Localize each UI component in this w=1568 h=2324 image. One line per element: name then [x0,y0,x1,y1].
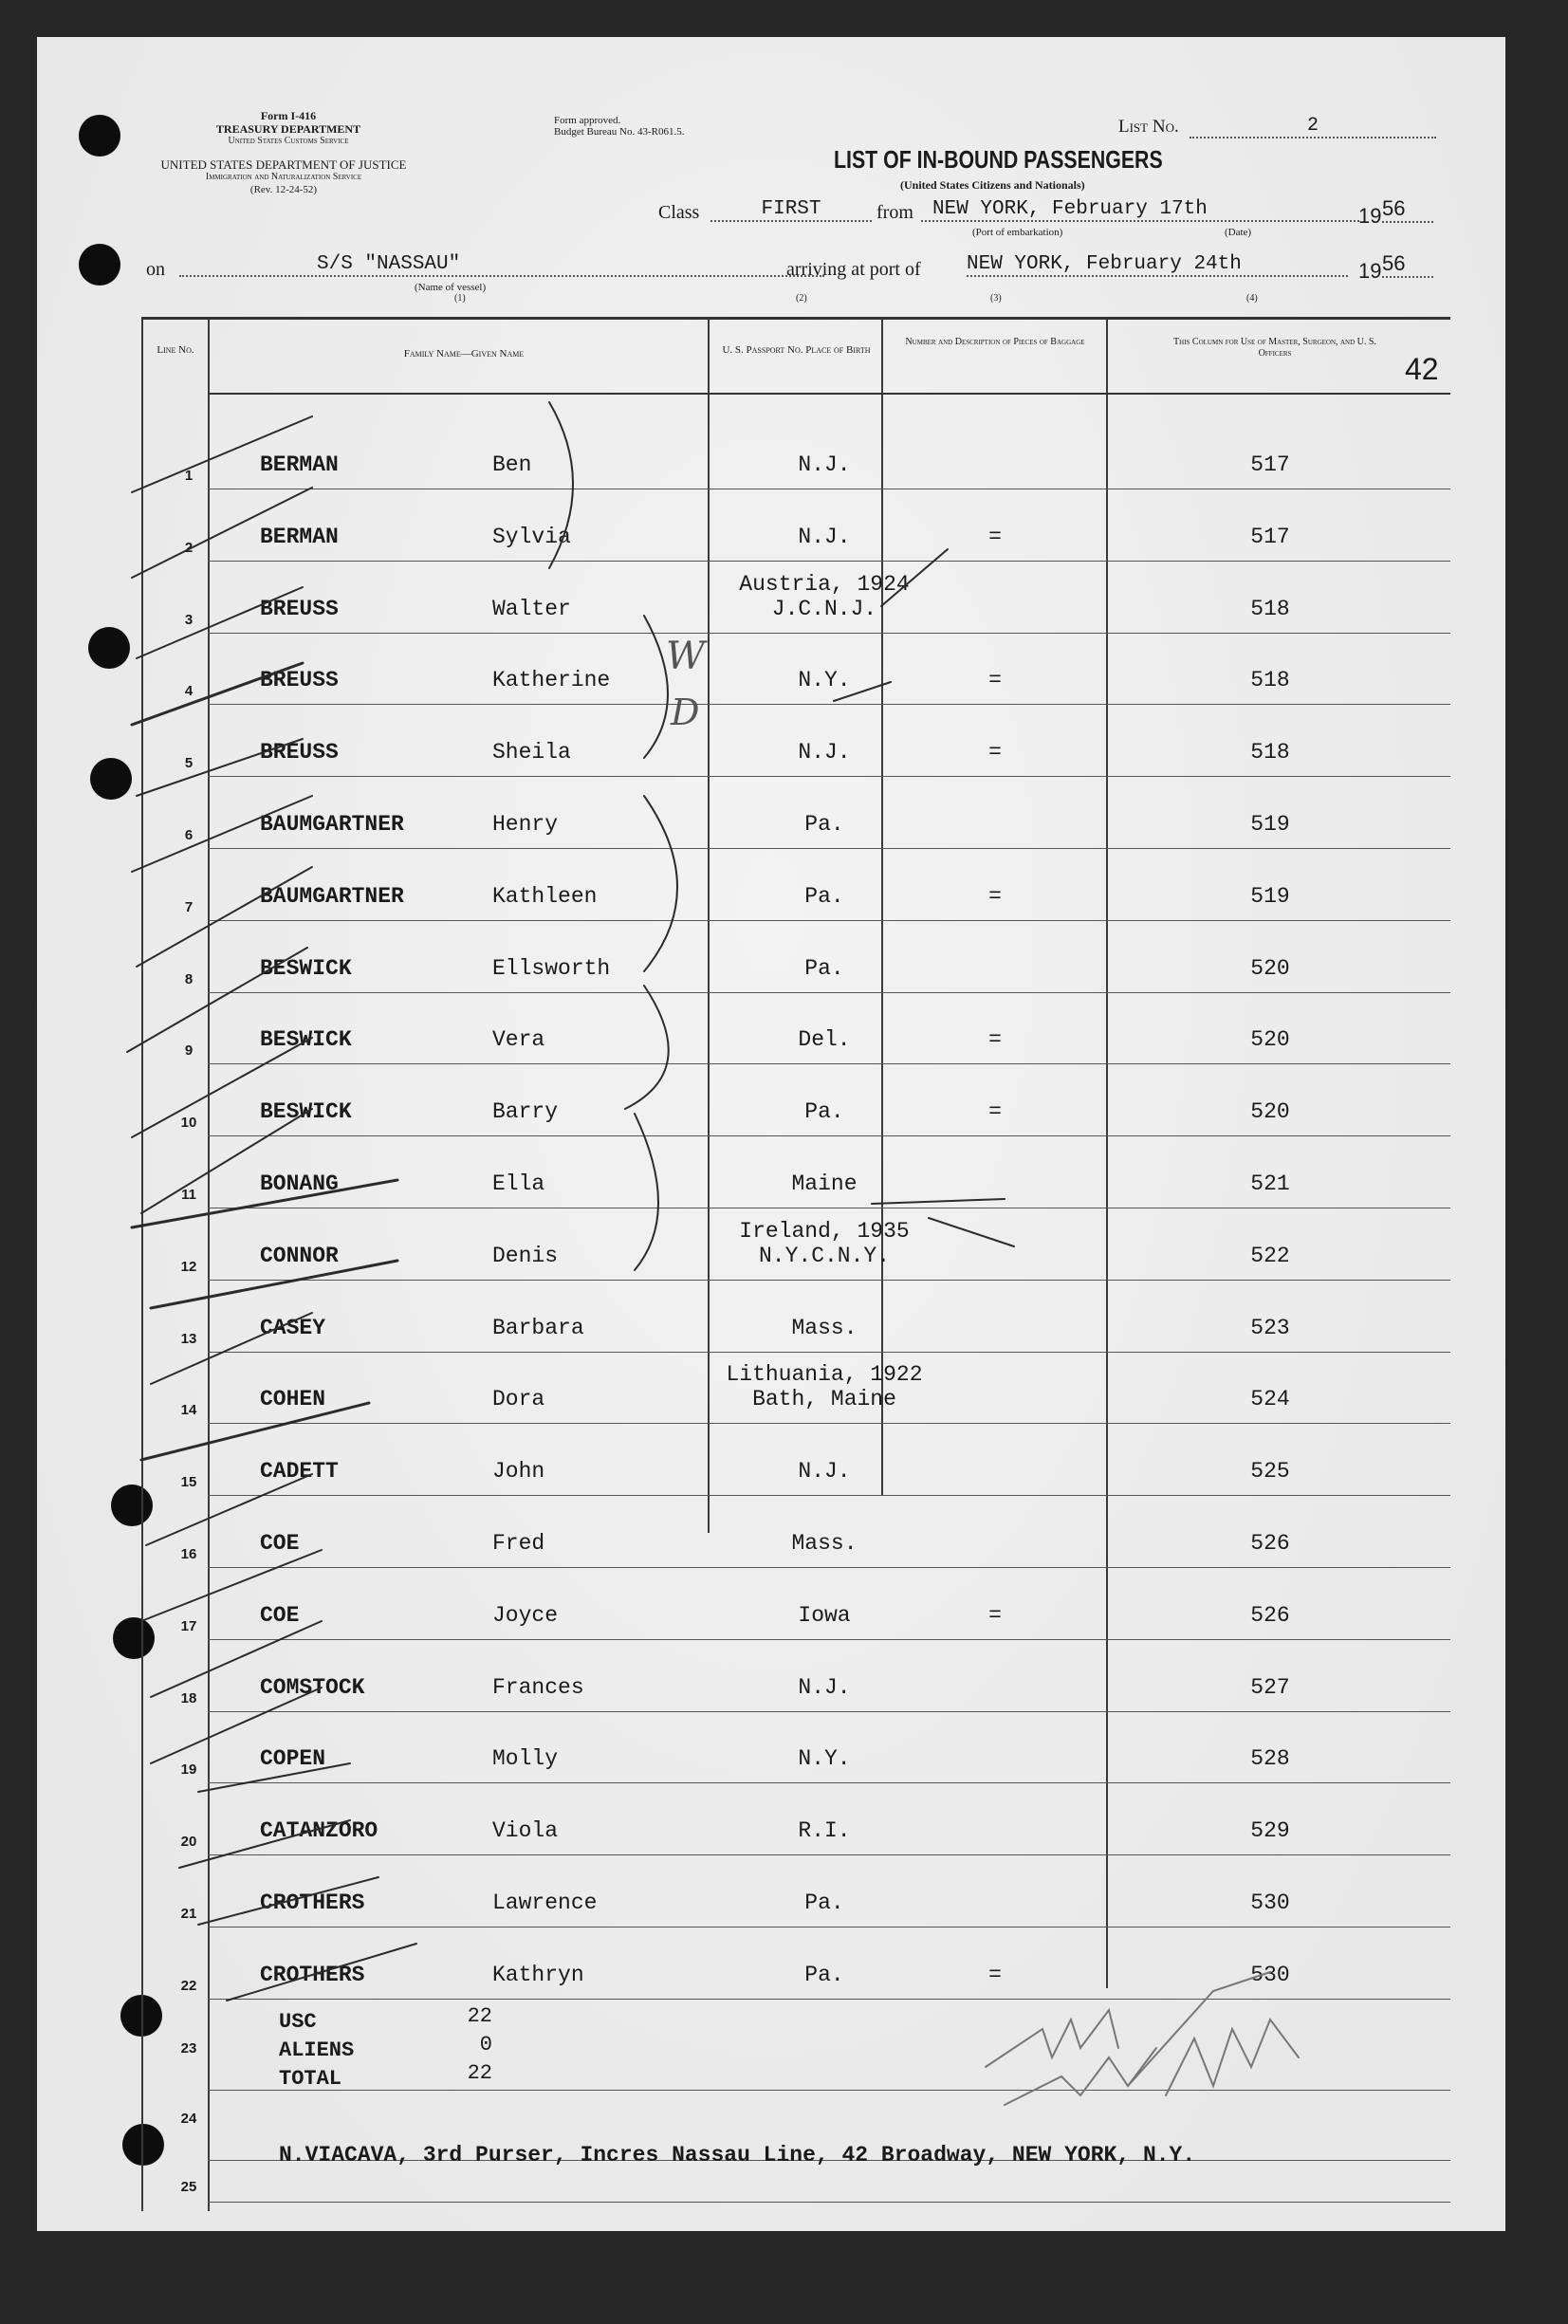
place-of-birth: N.J. [798,452,851,477]
from-year-prefix: 19 [1358,204,1382,228]
vessel-name: S/S "NASSAU" [179,253,824,277]
bracket-stroke [872,1199,1005,1204]
line-number: 3 [184,611,194,628]
handwritten-d: D [671,692,700,733]
total-label: TOTAL [279,2067,342,2091]
officer-number: 519 [1250,812,1290,837]
given-name: Vera [492,1027,545,1053]
place-of-birth: Mass. [791,1531,858,1556]
birth-place: Bath, Maine [752,1387,896,1412]
officer-number: 526 [1250,1602,1290,1628]
check-mark [146,1474,312,1545]
officer-number: 524 [1250,1387,1290,1412]
family-name: CROTHERS [260,1891,365,1915]
check-mark [151,1258,397,1308]
check-mark [132,1038,312,1137]
budget-bureau: Budget Bureau No. 43-R061.5. [554,126,685,138]
family-name: COE [260,1531,300,1556]
baggage-ditto: = [988,740,1002,765]
document-page [37,37,1505,2231]
check-mark [151,1313,312,1384]
aliens-label: ALIENS [279,2038,355,2062]
vessel-col-num: (1) [454,293,466,304]
line-number: 15 [180,1474,197,1491]
bracket-stroke [881,549,948,606]
officer-number: 522 [1250,1243,1290,1268]
family-name: COHEN [260,1387,326,1412]
place-of-birth: Pa. [804,1099,844,1125]
line-number: 11 [181,1187,196,1203]
check-mark [198,1763,350,1792]
given-name: Ben [492,452,532,477]
given-name: Kathleen [492,883,598,909]
given-name: Barry [492,1099,559,1125]
form-approved: Form approved. [554,115,621,126]
line-number-24: 24 [180,2111,197,2127]
baggage-ditto: = [988,1027,1002,1053]
given-name: Ella [492,1171,545,1196]
place-of-birth: N.J. [798,1674,851,1700]
family-name: BERMAN [260,524,339,549]
birth-place: N.Y.C.N.Y. [758,1243,891,1268]
page-subtitle: (United States Citizens and Nationals) [900,178,1085,192]
baggage-ditto: = [988,524,1002,549]
naturalization-info: Lithuania, 1922 [726,1362,923,1388]
port-embarkation-label: (Port of embarkation) [972,227,1063,238]
line-number-23: 23 [180,2040,197,2057]
handwritten-marks [37,37,1505,2231]
place-of-birth: N.Y. [798,668,851,693]
place-of-birth: Pa. [804,1962,844,1987]
place-of-birth: Pa. [804,1891,844,1915]
officer-number: 518 [1250,596,1290,621]
officer-number: 519 [1250,883,1290,909]
family-name: CONNOR [260,1243,339,1268]
baggage-ditto: = [988,668,1002,693]
line-number: 16 [180,1546,197,1562]
check-mark [137,867,312,967]
arriving-label: arriving at port of [786,259,921,280]
check-mark [198,1877,378,1925]
col-num-2: (2) [796,293,807,304]
usc-count: 22 [467,2004,492,2028]
vessel-label: (Name of vessel) [415,282,487,293]
place-of-birth: N.J. [798,524,851,549]
given-name: Ellsworth [492,955,611,981]
bracket-stroke [549,402,573,568]
officer-number: 518 [1250,668,1290,693]
line-number: 8 [184,970,194,987]
total-count: 22 [467,2061,492,2085]
check-mark [137,587,303,658]
officer-number: 530 [1250,1962,1290,1987]
bracket-stroke [834,682,891,701]
arriving-year: 56 [1382,251,1433,278]
place-of-birth: Maine [791,1171,858,1196]
place-of-birth: R.I. [798,1818,851,1844]
family-name: BESWICK [260,1027,352,1053]
form-number: Form I-416 [260,109,317,122]
col-header-passport: U. S. Passport No. Place of Birth [722,344,871,356]
family-name: CROTHERS [260,1962,365,1987]
officer-number: 521 [1250,1171,1290,1196]
line-number: 20 [180,1834,197,1851]
place-of-birth: Pa. [804,883,844,909]
given-name: Denis [492,1243,559,1268]
justice-department: UNITED STATES DEPARTMENT OF JUSTICE [160,157,407,172]
given-name: Dora [492,1387,545,1412]
line-number: 10 [180,1115,197,1132]
family-name: BAUMGARTNER [260,812,404,837]
line-number: 13 [180,1330,197,1347]
bracket-stroke [644,616,668,758]
check-mark [132,663,303,725]
place-of-birth: N.J. [798,1459,851,1485]
officer-number: 520 [1250,1099,1290,1125]
arriving-year-prefix: 19 [1358,259,1382,283]
line-number: 18 [180,1689,197,1706]
line-number: 9 [184,1042,194,1060]
check-mark [132,488,312,578]
officer-number: 520 [1250,1027,1290,1053]
officer-number: 518 [1250,740,1290,765]
treasury-department: TREASURY DEPARTMENT [215,122,361,136]
given-name: John [492,1459,545,1485]
officer-number: 517 [1250,524,1290,549]
purser-signature-line: N.VIACAVA, 3rd Purser, Incres Nassau Line, 42 Broadway, NEW YORK, N.Y. [279,2143,1196,2167]
usc-label: USC [279,2010,317,2034]
officer-number: 520 [1250,955,1290,981]
family-name: BESWICK [260,955,352,981]
line-number-25: 25 [180,2179,197,2195]
col-num-4: (4) [1246,293,1258,304]
bracket-stroke [644,796,677,971]
col-header-baggage: Number and Description of Pieces of Baggage [905,337,1085,347]
family-name: BESWICK [260,1099,352,1125]
officer-number: 526 [1250,1531,1290,1556]
line-number: 12 [180,1258,197,1275]
from-value: NEW YORK, February 17th [921,198,1359,222]
line-number: 5 [184,755,194,772]
handwritten-w: W [666,635,706,678]
check-mark [132,416,312,492]
check-mark [141,1403,369,1460]
line-number: 21 [180,1906,197,1922]
given-name: Kathryn [492,1962,584,1987]
line-number: 14 [180,1402,197,1419]
bracket-stroke [635,1114,658,1270]
check-mark [137,739,303,796]
family-name: BREUSS [260,740,339,765]
family-name: COPEN [260,1746,326,1772]
line-number: 6 [184,827,194,843]
officer-number: 527 [1250,1674,1290,1700]
list-no-label: List No. [1118,117,1179,137]
baggage-ditto: = [988,1099,1002,1125]
from-label: from [876,202,913,223]
col-header-officers: This Column for Use of Master, Surgeon, and U. S. Officers [1173,337,1376,359]
naturalization-info: Austria, 1924 [739,571,910,597]
customs-service: United States Customs Service [228,136,349,146]
on-label: on [146,259,165,280]
given-name: Molly [492,1746,559,1772]
family-name: COMSTOCK [260,1674,365,1700]
family-name: BAUMGARTNER [260,883,404,909]
baggage-ditto: = [988,883,1002,909]
naturalization-info: Ireland, 1935 [739,1218,910,1244]
given-name: Walter [492,596,571,621]
line-number: 2 [184,539,194,556]
line-number: 7 [184,898,194,915]
from-year: 56 [1382,196,1433,223]
revision-date: (Rev. 12-24-52) [249,184,318,195]
given-name: Viola [492,1818,559,1844]
given-name: Lawrence [492,1891,598,1915]
family-name: BREUSS [260,668,339,693]
check-mark [151,1621,322,1697]
date-label: (Date) [1225,227,1252,238]
line-number: 1 [184,468,194,484]
family-name: CASEY [260,1315,326,1340]
aliens-count: 0 [479,2033,492,2057]
family-name: BONANG [260,1171,339,1196]
given-name: Fred [492,1531,545,1556]
check-mark [132,1180,397,1227]
bracket-stroke [625,986,669,1109]
check-mark [227,1944,416,2001]
page-number: 42 [1405,352,1439,386]
family-name: CATANZORO [260,1818,378,1844]
check-mark [179,1820,350,1868]
place-of-birth: Del. [798,1027,851,1053]
family-name: BERMAN [260,452,339,477]
col-num-3: (3) [990,293,1002,304]
page-title: LIST OF IN-BOUND PASSENGERS [834,145,1163,174]
family-name: COE [260,1602,300,1628]
officer-number: 529 [1250,1818,1290,1844]
officer-number: 530 [1250,1891,1290,1915]
place-of-birth: Pa. [804,812,844,837]
check-mark [151,1688,322,1763]
given-name: Barbara [492,1315,584,1340]
ins-service: Immigration and Naturalization Service [205,172,362,182]
given-name: Joyce [492,1602,559,1628]
place-of-birth: Pa. [804,955,844,981]
given-name: Sylvia [492,524,571,549]
baggage-ditto: = [988,1962,1002,1987]
officer-number: 517 [1250,452,1290,477]
check-mark [132,796,312,872]
list-no-value: 2 [1190,115,1436,138]
arriving-value: NEW YORK, February 24th [967,253,1348,277]
given-name: Sheila [492,740,571,765]
line-number: 17 [180,1617,197,1634]
place-of-birth: Iowa [798,1602,851,1628]
officer-number: 528 [1250,1746,1290,1772]
given-name: Katherine [492,668,611,693]
place-of-birth: N.J. [798,740,851,765]
bracket-stroke [929,1218,1014,1246]
check-mark [141,1550,322,1621]
baggage-ditto: = [988,1602,1002,1628]
place-of-birth: Mass. [791,1315,858,1340]
place-of-birth: N.Y. [798,1746,851,1772]
officer-number: 523 [1250,1315,1290,1340]
col-header-line-no: Line No. [157,344,194,356]
col-header-name: Family Name—Given Name [403,348,525,360]
line-number: 4 [184,683,194,700]
line-number: 22 [180,1977,197,1994]
birth-place: J.C.N.J. [771,596,877,621]
family-name: BREUSS [260,596,339,621]
line-number: 19 [180,1761,197,1779]
class-value: FIRST [710,198,872,222]
given-name: Henry [492,812,559,837]
class-label: Class [658,202,700,223]
officer-number: 525 [1250,1459,1290,1485]
family-name: CADETT [260,1459,339,1485]
officer-initials-scrawl [986,1972,1299,2105]
given-name: Frances [492,1674,584,1700]
check-mark [127,948,307,1052]
check-mark [141,1109,312,1213]
